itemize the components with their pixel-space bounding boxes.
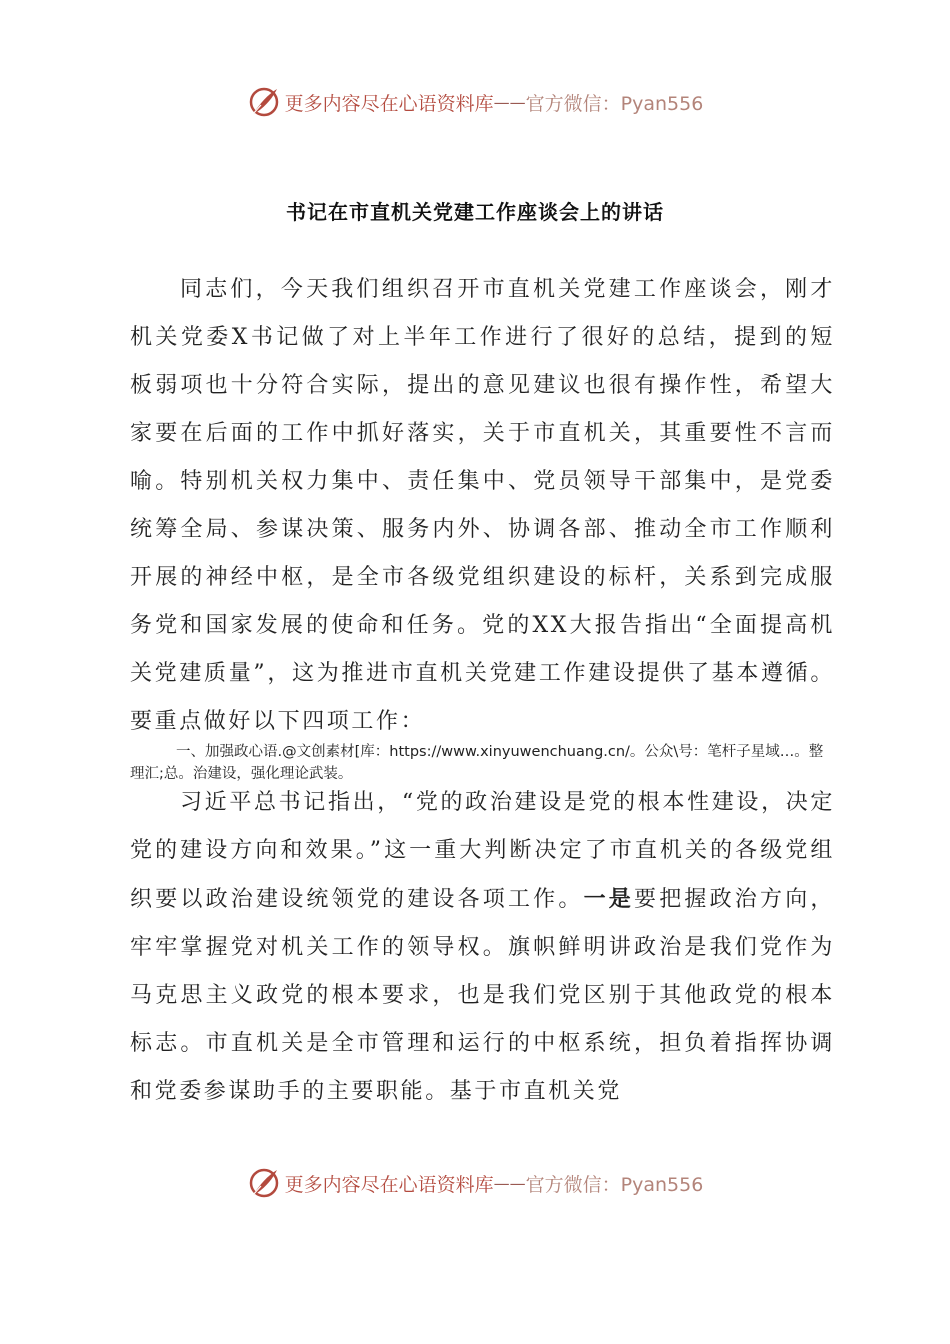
body-paragraph-1: 同志们，今天我们组织召开市直机关党建工作座谈会，刚才机关党委X书记做了对上半年工作进行了很好的总结，提到的短板弱项也十分符合实际，提出的意见建议也很有操作性，希望大家要在后面的工作中抓好落实，关于市直机关，其重要性不言而喻。特别机关权力集中、责任集中、党员领导干部集中，是党委统筹全局、参谋决策、服务内外、协调各部、推动全市工作顺利开展的神经中枢，是全市各级党组织建设的标杆，关系到完成服务党和国家发展的使命和任务。党的XX大报告指出“全面提高机关党建质量”，这为推进市直机关党建工作建设提供了基本遵循。要重点做好以下四项工作：	[130, 277, 835, 734]
section-heading-1: 一、加强政心语.@文创素材[库：https://www.xinyuwenchuang.cn/。公众\号：笔杆子星域…。整理汇;总。治建设，强化理论武装。	[130, 744, 824, 782]
banner-wechat-text: 官方微信：Pyan556	[525, 1173, 704, 1196]
paragraph-2-lead: 习近平总书记指出，“党的政治建设是党的根本性建设，决定党的建设方向和效果。”这一重大判断决定了市直机关的各级党组织要以政治建设统领党的建设各项工作。	[130, 790, 835, 912]
banner-dash: ——	[493, 92, 526, 112]
paragraph-2-rest: 要把握政治方向，牢牢掌握党对机关工作的领导权。旗帜鲜明讲政治是我们党作为马克思主义政党的根本要求，也是我们党区别于其他政党的根本标志。市直机关是全市管理和运行的中枢系统，担负着指挥协调和党委参谋助手的主要职能。基于市直机关党	[130, 887, 835, 1104]
header-watermark-banner	[0, 82, 950, 122]
banner-site-text: 更多内容尽在心语资料库	[284, 1173, 494, 1196]
banner-site-text: 更多内容尽在心语资料库	[284, 92, 494, 115]
quill-pen-logo-icon	[247, 1166, 281, 1200]
document-title: 书记在市直机关党建工作座谈会上的讲话	[286, 200, 664, 224]
quill-pen-logo-icon	[247, 85, 281, 119]
body-paragraph-2	[130, 779, 835, 1116]
footer-watermark-banner	[0, 1163, 950, 1203]
banner-wechat-text: 官方微信：Pyan556	[525, 92, 704, 115]
banner-dash: ——	[493, 1173, 526, 1193]
paragraph-2-bold-marker: 一是	[583, 886, 634, 912]
